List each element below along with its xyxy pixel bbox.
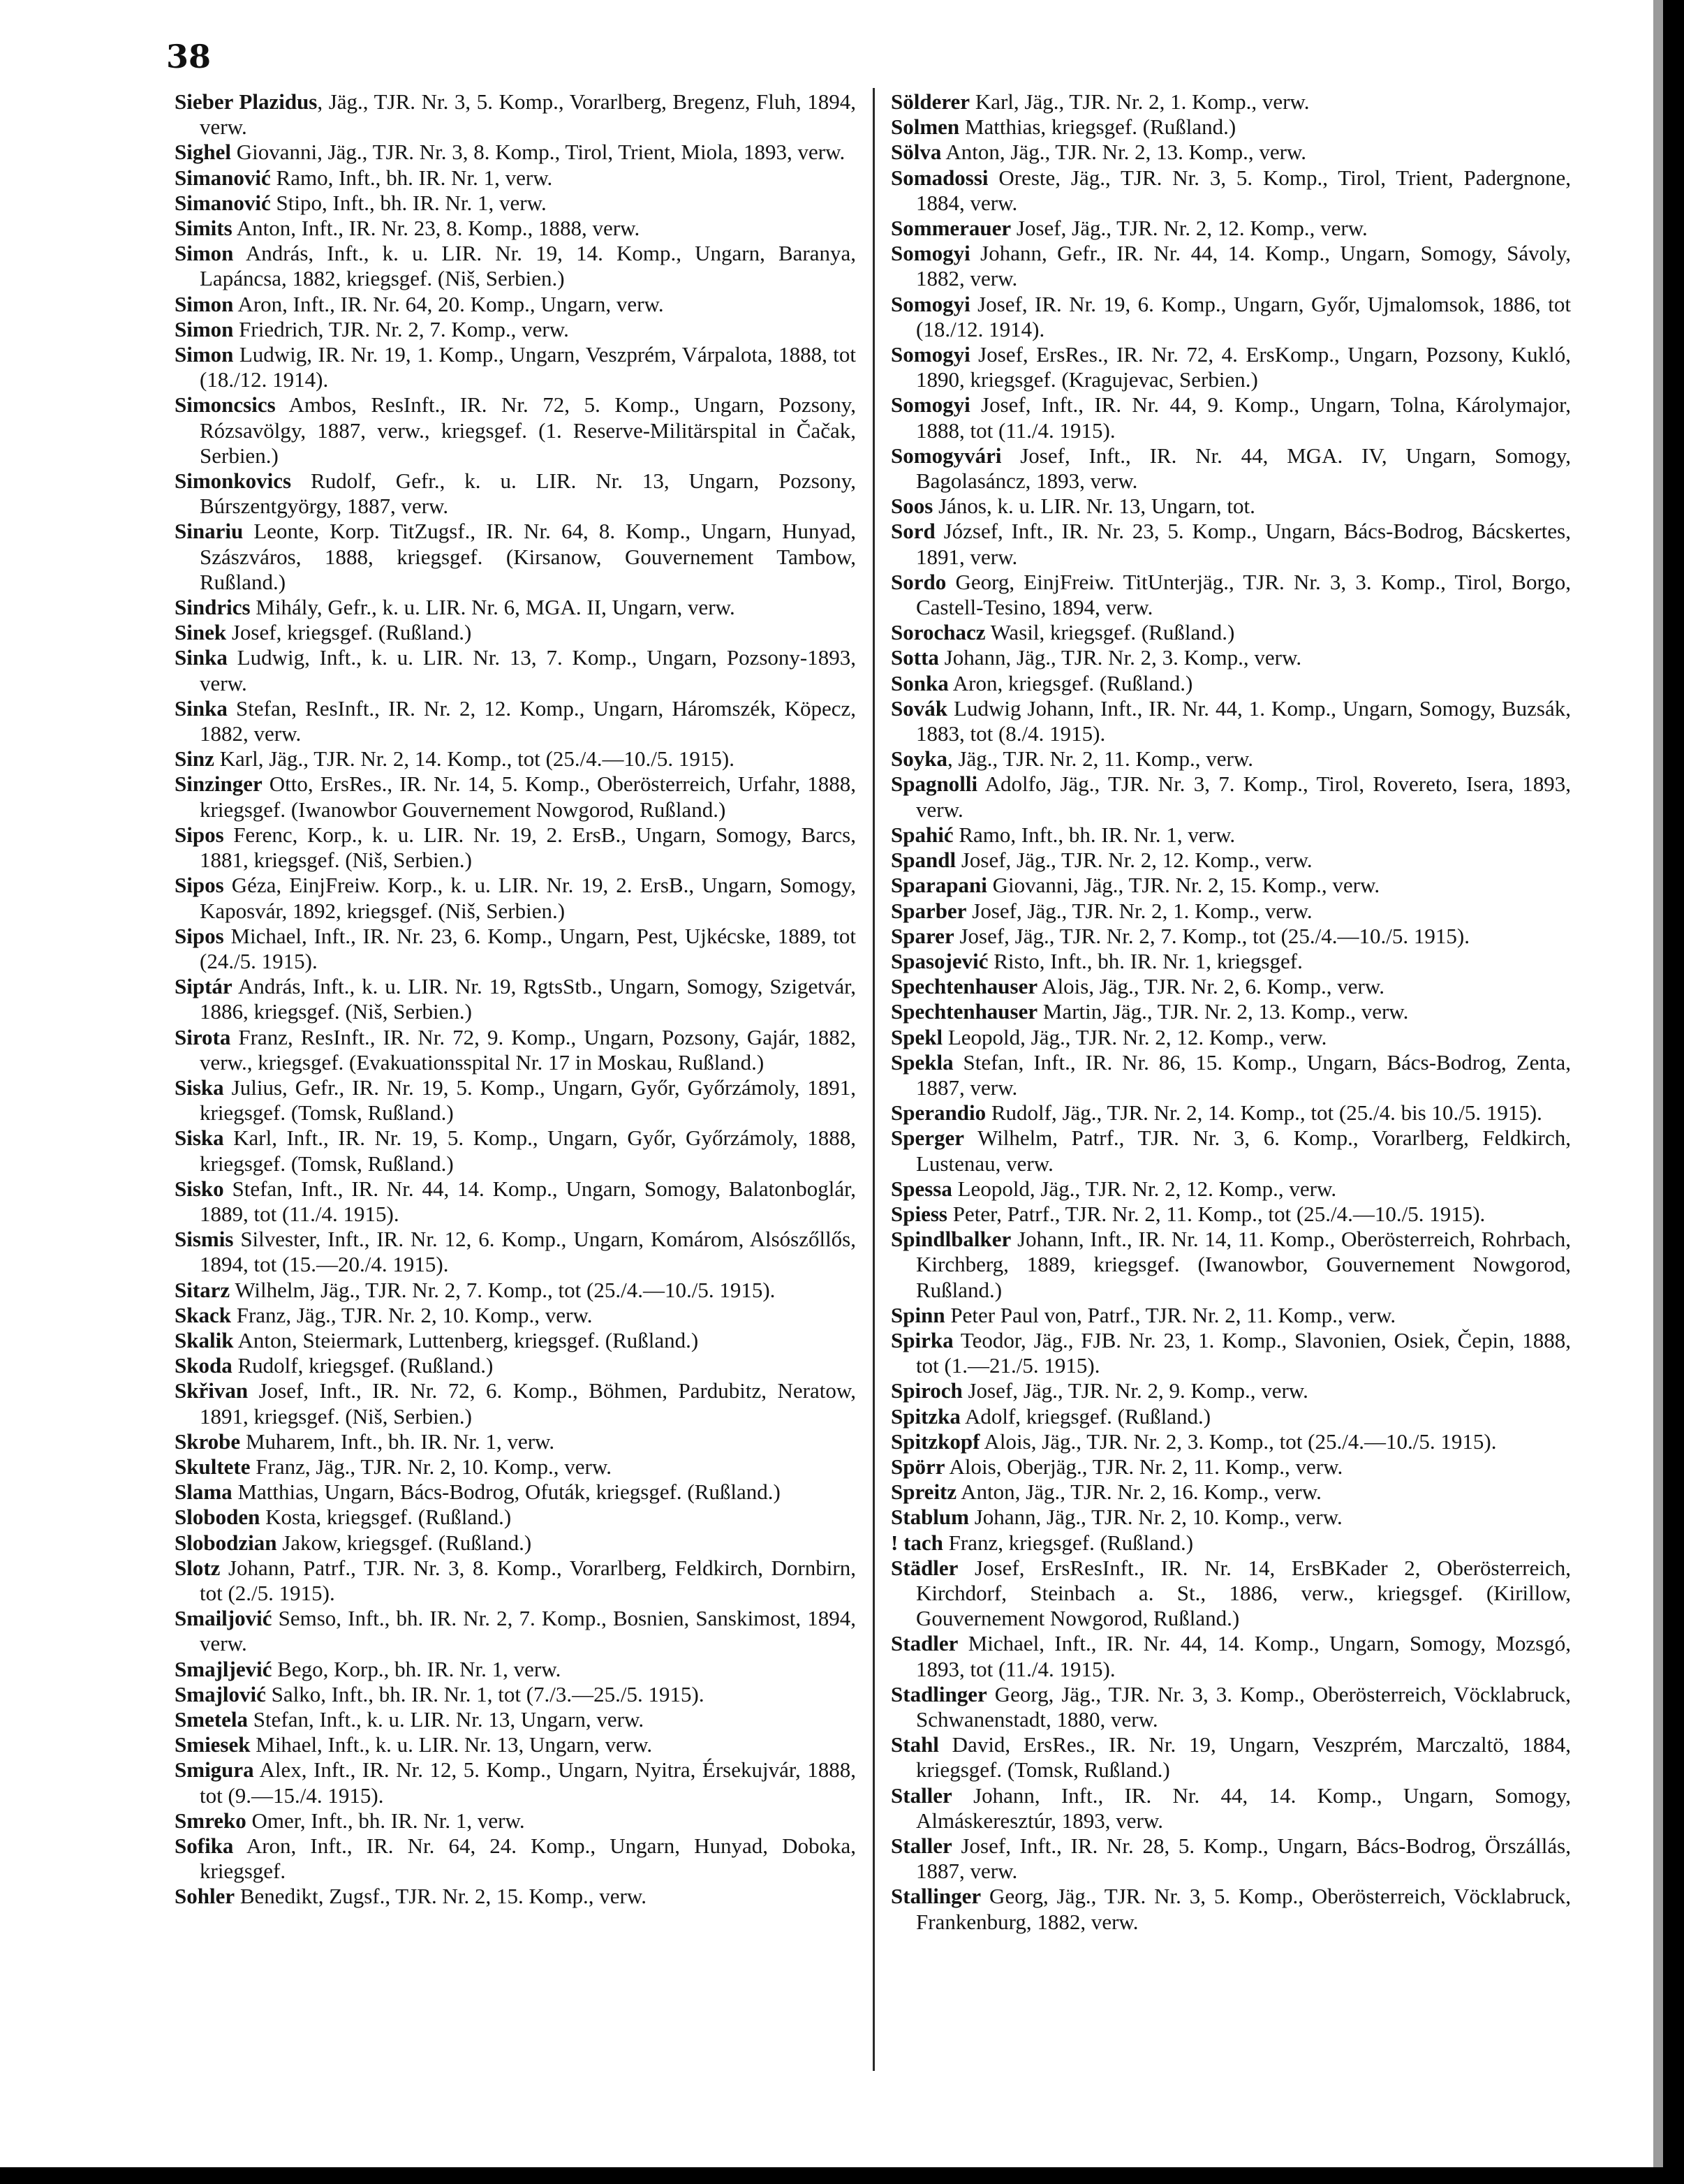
entry-details: Friedrich, TJR. Nr. 2, 7. Komp., verw. (233, 316, 569, 341)
register-entry (891, 1682, 1571, 1732)
entry-details: Anton, Jäg., TJR. Nr. 2, 16. Komp., verw. (957, 1480, 1322, 1505)
register-entry (891, 1100, 1571, 1126)
entry-details: Alois, Jäg., TJR. Nr. 2, 3. Komp., tot (25./4.—10./5. 1915). (980, 1429, 1497, 1454)
entry-details: Stefan, Inft., IR. Nr. 86, 15. Komp., Ungarn, Bács-Bodrog, Zenta, 1887, verw. (916, 1049, 1571, 1100)
entry-surname: Spiroch (891, 1378, 963, 1403)
entry-details: Stipo, Inft., bh. IR. Nr. 1, verw. (270, 190, 547, 215)
entry-surname: Sparer (891, 923, 954, 948)
entry-details: Aron, Inft., IR. Nr. 64, 24. Komp., Ungarn, Hunyad, Doboka, kriegsgef. (200, 1833, 856, 1884)
register-entry (175, 140, 856, 165)
entry-details: Franz, Jäg., TJR. Nr. 2, 10. Komp., verw. (230, 1302, 593, 1327)
entry-details: Josef, Jäg., TJR. Nr. 2, 1. Komp., verw. (966, 898, 1313, 923)
entry-details: Wasil, kriegsgef. (Rußland.) (985, 620, 1235, 645)
entry-details: Ambos, ResInft., IR. Nr. 72, 5. Komp., Ungarn, Pozsony, Rózsavölgy, 1887, verw., kriegsgef. (1. Reserve-Militärspital in Čačak, Serbien.) (200, 392, 856, 468)
entry-details: , Jäg., TJR. Nr. 3, 5. Komp., Vorarlberg, Bregenz, Fluh, 1894, verw. (200, 89, 856, 140)
entry-surname: Siska (175, 1075, 224, 1100)
entry-details: Josef, Jäg., TJR. Nr. 2, 9. Komp., verw. (962, 1378, 1308, 1403)
register-entry (175, 165, 856, 191)
entry-surname: Sinka (175, 645, 228, 670)
entry-surname: Skultete (175, 1454, 251, 1479)
entry-surname: Somogyi (891, 241, 970, 266)
register-entry (891, 1176, 1571, 1202)
entry-surname: Slotz (175, 1555, 221, 1580)
entry-surname: Siska (175, 1126, 224, 1151)
entry-surname: Sieber Plazidus (175, 89, 318, 114)
entry-details: Leonte, Korp. TitZugsf., IR. Nr. 64, 8. Komp., Ungarn, Hunyad, Szászváros, 1888, kriegsgef. (Kirsanow, Gouvernement Tambow, Rußland.) (200, 519, 856, 594)
register-entry (891, 519, 1571, 569)
right-column (891, 89, 1571, 1935)
entry-details: Rudolf, Jäg., TJR. Nr. 2, 14. Komp., tot (25./4. bis 10./5. 1915). (986, 1100, 1542, 1126)
register-entry (891, 1227, 1571, 1303)
entry-details: Peter, Patrf., TJR. Nr. 2, 11. Komp., tot (25./4.—10./5. 1915). (947, 1201, 1486, 1226)
entry-details: Wilhelm, Jäg., TJR. Nr. 2, 7. Komp., tot (25./4.—10./5. 1915). (230, 1277, 776, 1302)
register-entry (175, 1328, 856, 1353)
entry-surname: Siptár (175, 974, 232, 999)
entry-details: Josef, Inft., IR. Nr. 72, 6. Komp., Böhmen, Pardubitz, Neratow, 1891, kriegsgef. (Niš, Serbien.) (200, 1378, 856, 1429)
entry-surname: Spasojević (891, 948, 989, 973)
entry-surname: Sofika (175, 1833, 234, 1859)
scan-edge-shadow (1653, 0, 1663, 2184)
entry-surname: Smajljević (175, 1656, 272, 1681)
entry-surname: Sinz (175, 746, 214, 772)
entry-surname: Stadlinger (891, 1681, 987, 1706)
entry-surname: Sonka (891, 670, 949, 695)
entry-details: Géza, EinjFreiw. Korp., k. u. LIR. Nr. 19, 2. ErsB., Ungarn, Somogy, Kaposvár, 1892, kriegsgef. (Niš, Serbien.) (200, 873, 856, 923)
entry-surname: Sinariu (175, 519, 244, 544)
entry-surname: Sisko (175, 1176, 224, 1201)
register-entry (175, 1025, 856, 1075)
register-entry (175, 1278, 856, 1303)
register-entry (891, 645, 1571, 670)
entry-details: Josef, Jäg., TJR. Nr. 2, 12. Komp., verw. (956, 848, 1313, 873)
register-entry (891, 1631, 1571, 1681)
entry-details: David, ErsRes., IR. Nr. 19, Ungarn, Veszprém, Marczaltö, 1884, kriegsgef. (Tomsk, Rußland.) (916, 1732, 1571, 1783)
register-entry (175, 292, 856, 317)
entry-surname: Smreko (175, 1808, 246, 1833)
entry-surname: Spechtenhauser (891, 999, 1038, 1024)
entry-details: Georg, Jäg., TJR. Nr. 3, 3. Komp., Oberösterreich, Vöcklabruck, Schwanenstadt, 1880, verw. (916, 1681, 1571, 1732)
register-entry (891, 949, 1571, 974)
entry-details: Salko, Inft., bh. IR. Nr. 1, tot (7./3.—25./5. 1915). (265, 1681, 704, 1706)
register-entry (891, 89, 1571, 115)
entry-details: Johann, Patrf., TJR. Nr. 3, 8. Komp., Vorarlberg, Feldkirch, Dornbirn, tot (2./5. 1915). (200, 1555, 856, 1605)
entry-surname: Spagnolli (891, 772, 978, 797)
register-entry (891, 115, 1571, 140)
entry-surname: Slama (175, 1480, 232, 1505)
entry-details: Johann, Inft., IR. Nr. 44, 14. Komp., Ungarn, Somogy, Almáskeresztúr, 1893, verw. (916, 1783, 1571, 1833)
register-entry (891, 1530, 1571, 1556)
register-entry (891, 1378, 1571, 1403)
register-entry (891, 443, 1571, 494)
register-entry (891, 494, 1571, 519)
entry-details: Kosta, kriegsgef. (Rußland.) (260, 1505, 512, 1530)
entry-surname: Sohler (175, 1884, 235, 1909)
entry-surname: Spreitz (891, 1480, 957, 1505)
entry-details: Wilhelm, Patrf., TJR. Nr. 3, 6. Komp., Vorarlberg, Feldkirch, Lustenau, verw. (916, 1126, 1571, 1176)
register-entry (891, 1050, 1571, 1100)
entry-surname: Sperandio (891, 1100, 987, 1126)
entry-details: Josef, Inft., IR. Nr. 44, 9. Komp., Ungarn, Tolna, Károlymajor, 1888, tot (11./4. 1915). (916, 392, 1571, 443)
entry-surname: Skoda (175, 1353, 232, 1378)
entry-surname: Solmen (891, 115, 960, 140)
register-entry (175, 468, 856, 519)
register-entry (175, 772, 856, 822)
register-entry (175, 241, 856, 291)
register-entry (891, 165, 1571, 216)
entry-details: Aron, Inft., IR. Nr. 64, 20. Komp., Ungarn, verw. (233, 291, 664, 316)
entry-details: Leopold, Jäg., TJR. Nr. 2, 12. Komp., verw. (943, 1024, 1327, 1049)
entry-surname: Skack (175, 1302, 231, 1327)
entry-details: Risto, Inft., bh. IR. Nr. 1, kriegsgef. (988, 948, 1303, 973)
entry-details: Ludwig Johann, Inft., IR. Nr. 44, 1. Komp., Ungarn, Somogy, Buzsák, 1883, tot (8./4. 1915). (916, 695, 1571, 746)
entry-surname: Sparber (891, 898, 967, 923)
register-entry (175, 1480, 856, 1505)
register-entry (175, 1682, 856, 1707)
entry-surname: Sinzinger (175, 772, 263, 797)
register-entry (175, 216, 856, 241)
entry-surname: Spinn (891, 1302, 945, 1327)
entry-details: Anton, Jäg., TJR. Nr. 2, 13. Komp., verw. (941, 140, 1307, 165)
entry-surname: Sölderer (891, 89, 970, 114)
entry-surname: Somogyi (891, 342, 970, 367)
entry-details: Ferenc, Korp., k. u. LIR. Nr. 19, 2. ErsB., Ungarn, Somogy, Barcs, 1881, kriegsgef. (Niš, Serbien.) (200, 822, 856, 873)
register-entry (891, 140, 1571, 165)
entry-surname: Skřivan (175, 1378, 249, 1403)
entry-surname: Sordo (891, 569, 947, 594)
entry-surname: Spahić (891, 822, 954, 847)
entry-surname: Soyka (891, 746, 947, 772)
register-entry (175, 1126, 856, 1176)
register-entry (175, 974, 856, 1024)
entry-details: Rudolf, kriegsgef. (Rußland.) (232, 1353, 494, 1378)
register-entry (175, 1833, 856, 1884)
register-entry (175, 696, 856, 746)
register-entry (175, 1454, 856, 1480)
entry-details: Franz, kriegsgef. (Rußland.) (943, 1530, 1194, 1555)
entry-surname: Sipos (175, 822, 224, 847)
entry-details: Stefan, Inft., k. u. LIR. Nr. 13, Ungarn, verw. (248, 1707, 644, 1732)
entry-details: , Jäg., TJR. Nr. 2, 11. Komp., verw. (947, 746, 1253, 772)
register-entry (175, 1556, 856, 1606)
entry-surname: Sotta (891, 645, 939, 670)
entry-surname: Spitzkopf (891, 1429, 980, 1454)
register-entry (891, 1783, 1571, 1833)
entry-details: Adolf, kriegsgef. (Rußland.) (960, 1403, 1211, 1429)
entry-details: Josef, Jäg., TJR. Nr. 2, 12. Komp., verw. (1011, 216, 1368, 241)
entry-surname: Stallinger (891, 1884, 982, 1909)
register-entry (891, 241, 1571, 291)
register-entry (175, 1176, 856, 1227)
register-entry (891, 1884, 1571, 1934)
register-entry (891, 746, 1571, 772)
entry-surname: Smailjović (175, 1606, 272, 1631)
register-entry (175, 873, 856, 923)
register-entry (891, 696, 1571, 746)
entry-details: Ramo, Inft., bh. IR. Nr. 1, verw. (953, 822, 1236, 847)
register-entry (891, 1202, 1571, 1227)
register-entry (891, 1126, 1571, 1176)
entry-details: Johann, Jäg., TJR. Nr. 2, 3. Komp., verw. (938, 645, 1302, 670)
register-entry (175, 645, 856, 695)
page-number: 38 (166, 38, 212, 75)
register-entry (891, 1404, 1571, 1429)
entry-surname: Spirka (891, 1327, 954, 1352)
entry-surname: Stahl (891, 1732, 939, 1757)
register-entry (891, 1505, 1571, 1530)
entry-surname: Sperger (891, 1126, 965, 1151)
entry-details: Muharem, Inft., bh. IR. Nr. 1, verw. (240, 1429, 555, 1454)
entry-surname: Skrobe (175, 1429, 241, 1454)
entry-surname: Skalik (175, 1327, 234, 1352)
entry-details: Josef, kriegsgef. (Rußland.) (226, 620, 472, 645)
register-entry (175, 620, 856, 645)
entry-details: Alois, Oberjäg., TJR. Nr. 2, 11. Komp., verw. (945, 1454, 1343, 1479)
entry-details: Julius, Gefr., IR. Nr. 19, 5. Komp., Ungarn, Győr, Győrzámoly, 1891, kriegsgef. (Tomsk, Rußland.) (200, 1075, 856, 1126)
entry-surname: Smetela (175, 1707, 249, 1732)
register-entry (891, 924, 1571, 949)
entry-details: Otto, ErsRes., IR. Nr. 14, 5. Komp., Oberösterreich, Urfahr, 1888, kriegsgef. (Iwanowbor Gouvernement Nowgorod, Rußland.) (200, 772, 856, 822)
register-entry (891, 999, 1571, 1024)
register-entry (891, 1328, 1571, 1378)
register-entry (175, 1757, 856, 1808)
register-entry (175, 1606, 856, 1656)
entry-details: János, k. u. LIR. Nr. 13, Ungarn, tot. (933, 494, 1255, 519)
scan-edge-bottom (0, 2167, 1684, 2184)
entry-details: Alex, Inft., IR. Nr. 12, 5. Komp., Ungarn, Nyitra, Érsekujvár, 1888, tot (9.—15./4. 1915). (200, 1757, 856, 1808)
entry-details: Alois, Jäg., TJR. Nr. 2, 6. Komp., verw. (1037, 974, 1385, 999)
entry-surname: Sindrics (175, 595, 251, 620)
scan-edge-right (1663, 0, 1684, 2184)
register-entry (175, 746, 856, 772)
entry-details: Johann, Inft., IR. Nr. 14, 11. Komp., Oberösterreich, Rohrbach, Kirchberg, 1889, kriegsgef. (Iwanowbor, Gouvernement Nowgorod, Rußland.) (916, 1227, 1571, 1302)
entry-details: Karl, Inft., IR. Nr. 19, 5. Komp., Ungarn, Győr, Győrzámoly, 1888, kriegsgef. (Tomsk, Rußland.) (200, 1126, 856, 1176)
entry-surname: Spindlbalker (891, 1227, 1012, 1252)
entry-details: Ramo, Inft., bh. IR. Nr. 1, verw. (270, 165, 553, 190)
entry-details: Oreste, Jäg., TJR. Nr. 3, 5. Komp., Tirol, Trient, Padergnone, 1884, verw. (916, 165, 1571, 215)
entry-details: Josef, IR. Nr. 19, 6. Komp., Ungarn, Győr, Ujmalomsok, 1886, tot (18./12. 1914). (916, 291, 1571, 341)
entry-details: Karl, Jäg., TJR. Nr. 2, 1. Komp., verw. (970, 89, 1310, 114)
register-entry (891, 671, 1571, 696)
register-entry (891, 974, 1571, 999)
entry-details: Peter Paul von, Patrf., TJR. Nr. 2, 11. Komp., verw. (945, 1302, 1396, 1327)
entry-surname: Sirota (175, 1024, 231, 1049)
entry-details: Michael, Inft., IR. Nr. 23, 6. Komp., Ungarn, Pest, Ujkécske, 1889, tot (24./5. 1915). (200, 923, 856, 973)
entry-details: Jakow, kriegsgef. (Rußland.) (276, 1530, 532, 1555)
register-entry (175, 1505, 856, 1530)
entry-details: Johann, Gefr., IR. Nr. 44, 14. Komp., Ungarn, Somogy, Sávoly, 1882, verw. (916, 241, 1571, 291)
entry-surname: Stadler (891, 1631, 959, 1656)
register-entry (175, 1530, 856, 1556)
entry-details: Ludwig, Inft., k. u. LIR. Nr. 13, 7. Komp., Ungarn, Pozsony-1893, verw. (200, 645, 856, 695)
register-entry (175, 1353, 856, 1378)
entry-details: Benedikt, Zugsf., TJR. Nr. 2, 15. Komp., verw. (235, 1884, 647, 1909)
entry-details: Teodor, Jäg., FJB. Nr. 23, 1. Komp., Slavonien, Osiek, Čepin, 1888, tot (1.—21./5. 1915). (916, 1327, 1571, 1378)
register-entry (891, 1454, 1571, 1480)
entry-surname: Spekla (891, 1049, 954, 1075)
register-entry (175, 1075, 856, 1126)
entry-surname: Somadossi (891, 165, 989, 190)
entry-details: Josef, Inft., IR. Nr. 44, MGA. IV, Ungarn, Somogy, Bagolasáncz, 1893, verw. (916, 443, 1571, 494)
entry-surname: Sitarz (175, 1277, 230, 1302)
register-entry (891, 570, 1571, 620)
entry-details: Giovanni, Jäg., TJR. Nr. 3, 8. Komp., Tirol, Trient, Miola, 1893, verw. (230, 140, 845, 165)
entry-details: Matthias, Ungarn, Bács-Bodrog, Ofuták, kriegsgef. (Rußland.) (232, 1480, 781, 1505)
entry-details: József, Inft., IR. Nr. 23, 5. Komp., Ungarn, Bács-Bodrog, Bácskertes, 1891, verw. (916, 519, 1571, 569)
entry-surname: Simoncsics (175, 392, 276, 418)
entry-surname: Sölva (891, 140, 942, 165)
entry-details: Adolfo, Jäg., TJR. Nr. 3, 7. Komp., Tirol, Rovereto, Isera, 1893, verw. (916, 772, 1571, 822)
entry-details: Martin, Jäg., TJR. Nr. 2, 13. Komp., verw. (1037, 999, 1409, 1024)
register-entry (891, 1480, 1571, 1505)
register-entry (175, 1378, 856, 1429)
entry-surname: Sord (891, 519, 936, 544)
register-entry (175, 924, 856, 974)
entry-details: András, Inft., k. u. LIR. Nr. 19, 14. Komp., Ungarn, Baranya, Lapáncsa, 1882, kriegsgef. (Niš, Serbien.) (200, 241, 856, 291)
entry-details: Josef, ErsResInft., IR. Nr. 14, ErsBKader 2, Oberösterreich, Kirchdorf, Steinbach a. St., 1886, verw., kriegsgef. (Kirillow, Gouvernement Nowgorod, Rußland.) (916, 1555, 1571, 1631)
register-entry (891, 1429, 1571, 1454)
register-entry (175, 392, 856, 468)
register-entry (175, 89, 856, 140)
entry-surname: Spandl (891, 848, 957, 873)
entry-details: Anton, Inft., IR. Nr. 23, 8. Komp., 1888, verw. (232, 216, 640, 241)
entry-surname: Simon (175, 342, 234, 367)
entry-surname: Soos (891, 494, 933, 519)
entry-details: Michael, Inft., IR. Nr. 44, 14. Komp., Ungarn, Somogy, Mozsgó, 1893, tot (11./4. 1915). (916, 1631, 1571, 1681)
register-entry (891, 1025, 1571, 1050)
entry-details: Anton, Steiermark, Luttenberg, kriegsgef. (Rußland.) (233, 1327, 699, 1352)
entry-details: Karl, Jäg., TJR. Nr. 2, 14. Komp., tot (25./4.—10./5. 1915). (214, 746, 734, 772)
entry-surname: Sipos (175, 873, 224, 898)
entry-details: Mihael, Inft., k. u. LIR. Nr. 13, Ungarn, verw. (250, 1732, 653, 1757)
entry-details: Stefan, ResInft., IR. Nr. 2, 12. Komp., Ungarn, Háromszék, Köpecz, 1882, verw. (200, 695, 856, 746)
register-entry (175, 822, 856, 873)
entry-surname: Spörr (891, 1454, 945, 1479)
register-entry (175, 519, 856, 595)
register-entry (175, 1707, 856, 1732)
entry-surname: Simon (175, 291, 234, 316)
entry-surname: Stablum (891, 1505, 969, 1530)
entry-surname: Somogyi (891, 291, 970, 316)
entry-details: Giovanni, Jäg., TJR. Nr. 2, 15. Komp., verw. (987, 873, 1380, 898)
register-entry (891, 1833, 1571, 1884)
register-entry (175, 1884, 856, 1909)
entry-surname: Spechtenhauser (891, 974, 1038, 999)
register-entry (175, 1227, 856, 1277)
entry-details: András, Inft., k. u. LIR. Nr. 19, RgtsStb., Ungarn, Somogy, Szigetvár, 1886, kriegsgef. (Niš, Serbien.) (200, 974, 856, 1024)
entry-details: Franz, Jäg., TJR. Nr. 2, 10. Komp., verw. (250, 1454, 612, 1479)
entry-details: Josef, Jäg., TJR. Nr. 2, 7. Komp., tot (25./4.—10./5. 1915). (954, 923, 1470, 948)
entry-details: Georg, EinjFreiw. TitUnterjäg., TJR. Nr. 3, 3. Komp., Tirol, Borgo, Castell-Tesino, 1894, verw. (916, 569, 1571, 620)
entry-details: Matthias, kriegsgef. (Rußland.) (959, 115, 1236, 140)
entry-surname: Simonkovics (175, 468, 292, 494)
entry-surname: Sorochacz (891, 620, 986, 645)
register-entry (891, 1556, 1571, 1632)
register-entry (891, 392, 1571, 443)
register-entry (175, 1303, 856, 1328)
entry-details: Rudolf, Gefr., k. u. LIR. Nr. 13, Ungarn, Pozsony, Búrszentgyörgy, 1887, verw. (200, 468, 856, 519)
entry-surname: Slobodzian (175, 1530, 277, 1555)
entry-surname: Simon (175, 316, 234, 341)
entry-details: Ludwig, IR. Nr. 19, 1. Komp., Ungarn, Veszprém, Várpalota, 1888, tot (18./12. 1914). (200, 342, 856, 392)
entry-surname: Sovák (891, 695, 947, 721)
left-column (175, 89, 856, 1910)
entry-details: Johann, Jäg., TJR. Nr. 2, 10. Komp., verw. (968, 1505, 1343, 1530)
entry-surname: Staller (891, 1833, 952, 1859)
entry-surname: Simon (175, 241, 234, 266)
entry-surname: Somogyvári (891, 443, 1002, 468)
entry-surname: Sighel (175, 140, 231, 165)
entry-surname: Sloboden (175, 1505, 260, 1530)
entry-details: Stefan, Inft., IR. Nr. 44, 14. Komp., Ungarn, Somogy, Balatonboglár, 1889, tot (11./4. 1915). (200, 1176, 856, 1226)
entry-surname: Sommerauer (891, 216, 1012, 241)
entry-surname: Spitzka (891, 1403, 961, 1429)
entry-surname: Sparapani (891, 873, 987, 898)
register-entry (175, 1732, 856, 1757)
entry-details: Aron, kriegsgef. (Rußland.) (948, 670, 1193, 695)
register-entry (175, 1657, 856, 1682)
register-entry (891, 292, 1571, 342)
entry-surname: Smajlović (175, 1681, 266, 1706)
register-entry (175, 595, 856, 620)
entry-surname: Sinka (175, 695, 228, 721)
entry-details: Bego, Korp., bh. IR. Nr. 1, verw. (272, 1656, 561, 1681)
register-entry (891, 848, 1571, 873)
register-entry (891, 342, 1571, 392)
entry-surname: Sismis (175, 1227, 234, 1252)
entry-surname: Spessa (891, 1176, 952, 1201)
entry-surname: Somogyi (891, 392, 970, 418)
register-entry (891, 1303, 1571, 1328)
register-entry (891, 1732, 1571, 1783)
entry-surname: Sinek (175, 620, 227, 645)
entry-details: Georg, Jäg., TJR. Nr. 3, 5. Komp., Oberösterreich, Vöcklabruck, Frankenburg, 1882, verw. (916, 1884, 1571, 1934)
entry-surname: Spiess (891, 1201, 947, 1226)
entry-details: Josef, ErsRes., IR. Nr. 72, 4. ErsKomp., Ungarn, Pozsony, Kukló, 1890, kriegsgef. (Kragujevac, Serbien.) (916, 342, 1571, 392)
entry-details: Leopold, Jäg., TJR. Nr. 2, 12. Komp., verw. (952, 1176, 1337, 1201)
entry-surname: Simanović (175, 165, 271, 190)
register-entry (175, 191, 856, 216)
register-entry (175, 1429, 856, 1454)
register-entry (891, 772, 1571, 822)
entry-surname: Spekl (891, 1024, 943, 1049)
register-entry (891, 873, 1571, 898)
entry-surname: Sipos (175, 923, 224, 948)
register-entry (175, 1808, 856, 1833)
register-entry (891, 620, 1571, 645)
entry-details: Josef, Inft., IR. Nr. 28, 5. Komp., Ungarn, Bács-Bodrog, Örszállás, 1887, verw. (916, 1833, 1571, 1884)
entry-surname: Smigura (175, 1757, 254, 1783)
register-entry (891, 216, 1571, 241)
register-entry (891, 822, 1571, 848)
entry-details: Franz, ResInft., IR. Nr. 72, 9. Komp., Ungarn, Pozsony, Gajár, 1882, verw., kriegsgef. (Evakuationsspital Nr. 17 in Moskau, Rußland.) (200, 1024, 856, 1075)
entry-details: Semso, Inft., bh. IR. Nr. 2, 7. Komp., Bosnien, Sanskimost, 1894, verw. (200, 1606, 856, 1656)
entry-surname: ! tach (891, 1530, 943, 1555)
entry-surname: Smiesek (175, 1732, 251, 1757)
entry-surname: Simanović (175, 190, 271, 215)
entry-details: Omer, Inft., bh. IR. Nr. 1, verw. (246, 1808, 525, 1833)
entry-surname: Städler (891, 1555, 959, 1580)
entry-details: Mihály, Gefr., k. u. LIR. Nr. 6, MGA. II, Ungarn, verw. (250, 595, 735, 620)
register-entry (175, 317, 856, 342)
entry-surname: Simits (175, 216, 232, 241)
column-divider (873, 88, 875, 2071)
register-entry (175, 342, 856, 392)
entry-surname: Staller (891, 1783, 952, 1808)
entry-details: Silvester, Inft., IR. Nr. 12, 6. Komp., Ungarn, Komárom, Alsószőllős, 1894, tot (15.—20./4. 1915). (200, 1227, 856, 1277)
register-entry (891, 899, 1571, 924)
